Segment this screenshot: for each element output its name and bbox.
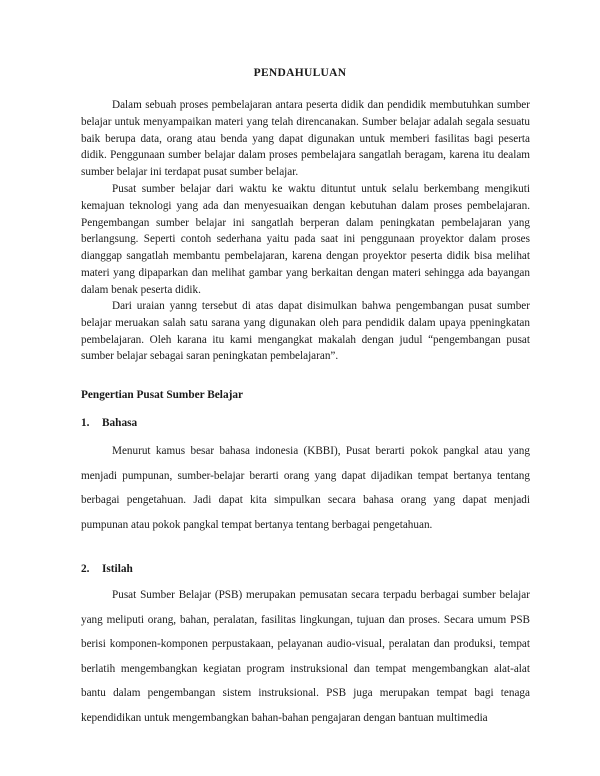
subsection-number: 1. xyxy=(81,417,90,429)
subsection-text-istilah: Pusat Sumber Belajar (PSB) merupakan pemusatan secara terpadu berbagai sumber belajar yang meliputi orang, bahan, peralatan, fasilitas lingkungan, tujuan dan proses. Secara umum PSB berisi komponen-komponen perpustakaan, pelayanan audio-visual, peralatan dan produksi, tempat berlatih mengembangkan kegiatan program instruksional dan tempat mengembangkan alat-alat bantu dalam pengembangan sistem instruksional. PSB juga merupakan tempat bagi tenaga kependidikan untuk mengembangkan bahan-bahan pengajaran dengan bantuan multimedia xyxy=(81,589,530,724)
subsection-title: Bahasa xyxy=(102,417,138,429)
subsection-title: Istilah xyxy=(102,563,133,575)
subsection-number: 2. xyxy=(81,563,90,575)
intro-paragraph-1: Dalam sebuah proses pembelajaran antara peserta didik dan pendidik membutuhkan sumber belajar untuk menyampaikan materi yang telah direncanakan. Sumber belajar adalah segala sesuatu baik berupa data, orang atau benda yang dapat digunakan untuk memberi fasilitas bagi peserta didik. Penggunaan sumber belajar dalam proses pembelajara sangatlah beragam, karena itu dealam sumber belajar ini terdapat pusat sumber belajar. xyxy=(81,99,530,179)
subsection-heading-istilah xyxy=(81,563,133,575)
subsection-text-bahasa: Menurut kamus besar bahasa indonesia (KBBI), Pusat berarti pokok pangkal atau yang menjadi pumpunan, sumber-belajar berarti orang yang dapat dijadikan tempat bertanya tentang berbagai pengetahuan. Jadi dapat kita simpulkan secara bahasa orang yang dapat menjadi pumpunan atau pokok pangkal tempat bertanya tentang berbagai pengetahuan. xyxy=(81,445,530,531)
intro-paragraph-2: Pusat sumber belajar dari waktu ke waktu dituntut untuk selalu berkembang mengikuti kemajuan teknologi yang ada dan menyesuaikan dengan kebutuhan dalam proses pembelajaran. Pengembangan sumber belajar ini sangatlah berperan dalam peningkatan pembelajaran yang berlangsung. Seperti contoh sederhana yaitu pada saat ini penggunaan proyektor dalam proses dianggap sangatlah membantu pembelajaran, karena dengan proyektor peserta didik bisa melihat materi yang dipaparkan dan melihat gambar yang berkaitan dengan materi sehingga ada bayangan dalam benak peserta didik. xyxy=(81,183,530,296)
intro-paragraph-3: Dari uraian yanng tersebut di atas dapat disimulkan bahwa pengembangan pusat sumber belajar meruakan salah satu sarana yang digunakan oleh para pendidik dalam upaya ppeningkatan pembelajaran. Oleh karana itu kami mengangkat makalah dengan judul “pengembangan pusat sumber belajar sebagai saran peningkatan pembelajaran”. xyxy=(81,300,530,363)
subsection-heading-bahasa xyxy=(81,417,137,429)
section-heading: Pengertian Pusat Sumber Belajar xyxy=(81,389,244,401)
document-title: PENDAHULUAN xyxy=(253,67,347,79)
